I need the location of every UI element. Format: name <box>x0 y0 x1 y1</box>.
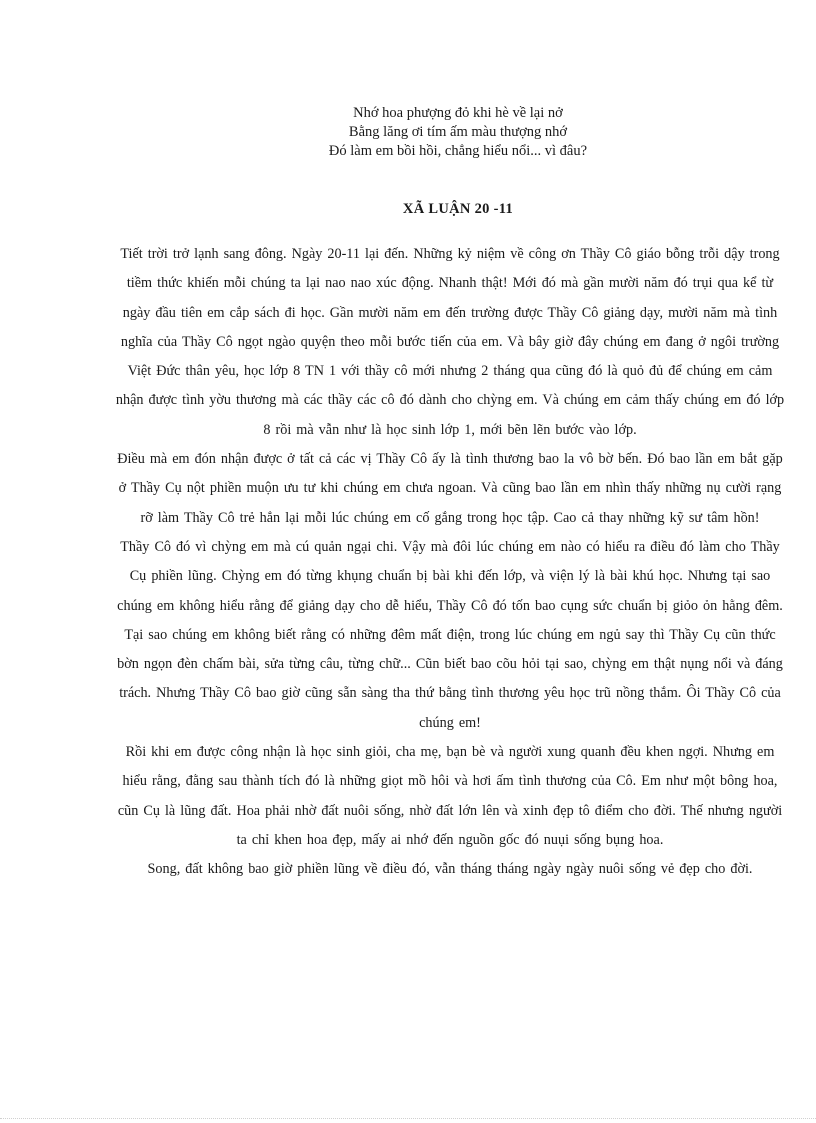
paragraph: Điều mà em đón nhận được ở tất cả các vị Thầy Cô ấy là tình thương bao la vô bờ bến. Đó bao lần em bắt gặp ở Thầy Cụ nột phiền muộn ưu tư khi chúng em chưa ngoan. Và cũng bao lần em nhìn thấy những nụ cười rạng rỡ làm Thầy Cô trẻ hẳn lại mỗi lúc chúng em cố gắng trong học tập. Cao cả thay những kỹ sư tâm hồn! <box>117 451 783 526</box>
body-text <box>112 240 788 885</box>
poem-line: Nhớ hoa phượng đỏ khi hè về lại nở <box>353 105 563 121</box>
poem-line: Bằng lăng ơi tím ấm màu thượng nhớ <box>348 124 568 140</box>
paragraph: Song, đất không bao giờ phiền lũng về điều đó, vẫn tháng tháng ngày ngày nuôi sống vẻ đẹp cho đời. <box>147 861 753 878</box>
document-title: XÃ LUẬN 20 -11 <box>402 201 514 217</box>
poem-line: Đó làm em bồi hồi, chẳng hiểu nổi... vì đâu? <box>328 143 588 159</box>
paragraph: Tiết trời trở lạnh sang đông. Ngày 20-11 lại đến. Những kỷ niệm về công ơn Thầy Cô giáo bỗng trỗi dậy trong tiềm thức khiến mỗi chúng ta lại nao nao xúc động. Nhanh thật! Mới đó mà gần mười năm đó trụi qua kể từ ngày đầu tiên em cắp sách đi học. Gần mười năm em đến trường được Thầy Cô giảng dạy, mười năm mà tình nghĩa của Thầy Cô ngọt ngào quyện theo mỗi bước tiến của em. Và bây giờ đây chúng em đang ở ngôi trường Việt Đức thân yêu, học lớp 8 TN 1 với thầy cô mới nhưng 2 tháng qua cũng đó là quỏ đủ để chúng em cảm nhận được tình yờu thương mà các thầy các cô đó dành cho chỳng em. Và chúng em cảm thấy chúng em đó lớp 8 rồi mà vẫn như là học sinh lớp 1, mới bẽn lẽn bước vào lớp. <box>115 246 785 438</box>
paragraph: Rồi khi em được công nhận là học sinh giỏi, cha mẹ, bạn bè và người xung quanh đều khen ngợi. Nhưng em hiểu rằng, đằng sau thành tích đó là những giọt mồ hôi và hơi ấm tình thương của Cô. Em như một bông hoa, cũn Cụ là lũng đất. Hoa phải nhờ đất nuôi sống, nhờ đất lớn lên và xinh đẹp tô điểm cho đời. Thế nhưng người ta chỉ khen hoa đẹp, mấy ai nhớ đến nguồn gốc đó nuụi sống bụng hoa. <box>117 744 783 848</box>
paragraph: Tại sao chúng em không biết rằng có những đêm mất điện, trong lúc chúng em ngủ say thì Thầy Cụ cũn thức bờn ngọn đèn chấm bài, sửa từng câu, từng chữ... Cũn biết bao cõu hỏi tại sao, chỳng em thật nụng nổi và đáng trách. Nhưng Thầy Cô bao giờ cũng sẵn sàng tha thứ bằng tình thương yêu học trũ nồng thắm. Ôi Thầy Cô của chúng em! <box>117 626 783 731</box>
poem-block <box>0 104 816 161</box>
paragraph: Thầy Cô đó vì chỳng em mà cú quản ngại chi. Vậy mà đôi lúc chúng em nào có hiểu ra điều đó làm cho Thầy Cụ phiền lũng. Chỳng em đó từng khụng chuẩn bị bài khi đến lớp, và viện lý là bài khú học. Nhưng tại sao chúng em không hiểu rằng để giảng dạy cho dễ hiểu, Thầy Cô đó tốn bao cụng sức chuẩn bị giỏo ỏn hằng đêm. <box>117 538 783 614</box>
page-bottom-divider <box>0 1118 816 1119</box>
